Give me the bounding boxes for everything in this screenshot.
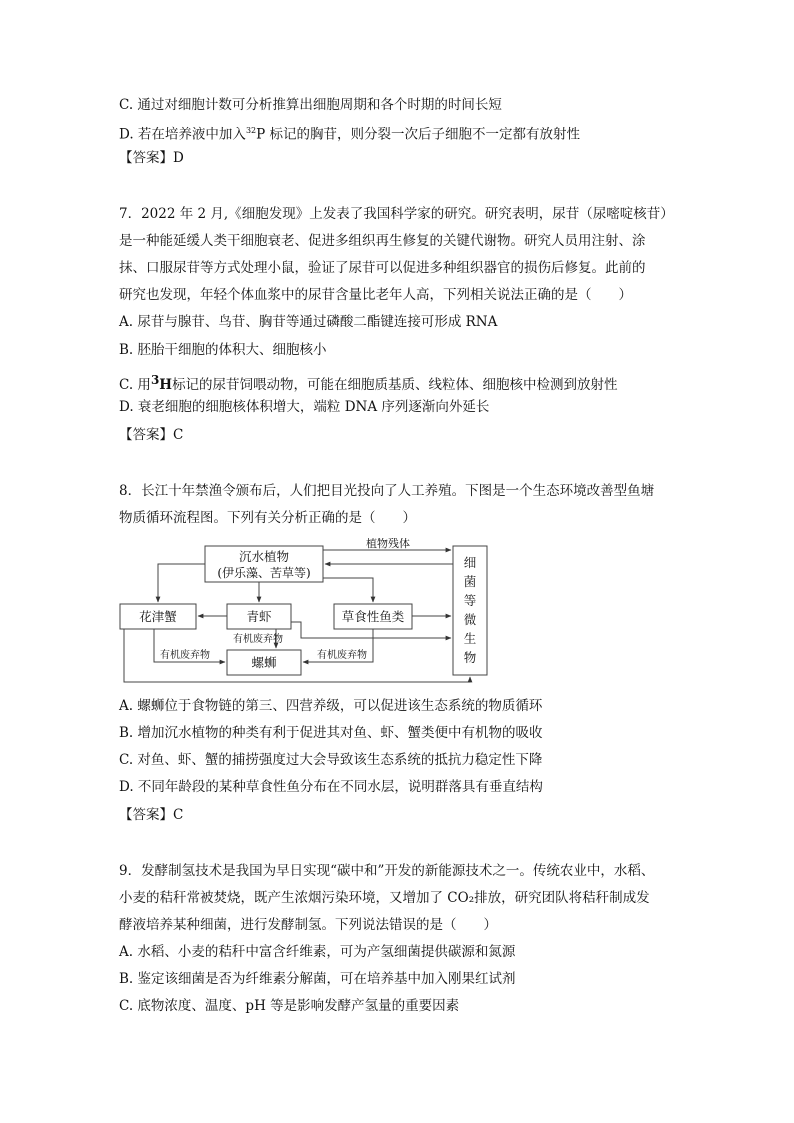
snail-label: 螺蛳 bbox=[251, 655, 277, 670]
q7-option-b: B. 胚胎干细胞的体积大、细胞核小 bbox=[119, 342, 327, 358]
q8-option-b: B. 增加沉水植物的种类有利于促进其对鱼、虾、蟹类便中有机物的吸收 bbox=[119, 725, 543, 741]
q8-option-a: A. 螺蛳位于食物链的第三、四营养级，可以促进该生态系统的物质循环 bbox=[119, 698, 543, 714]
bacteria-label-char: 生 bbox=[463, 631, 477, 646]
q7-option-d: D. 衰老细胞的细胞核体积增大，端粒 DNA 序列逐渐向外延长 bbox=[119, 399, 490, 415]
organic-waste-label-3: 有机废弃物 bbox=[317, 650, 367, 661]
plants-label: 沉水植物 bbox=[238, 549, 290, 564]
herbivore-fish-label: 草食性鱼类 bbox=[341, 609, 405, 624]
bacteria-label-char: 菌 bbox=[463, 574, 477, 589]
q7c-symbol: H bbox=[159, 377, 173, 393]
bacteria-label-char: 细 bbox=[463, 555, 477, 570]
organic-waste-label-2: 有机废弃物 bbox=[160, 650, 210, 661]
q7-option-c bbox=[119, 371, 618, 394]
q8-stem-1: 8．长江十年禁渔令颁布后，人们把目光投向了人工养殖。下图是一个生态环境改善型鱼塘 bbox=[119, 483, 655, 499]
bacteria-label-char: 等 bbox=[463, 593, 477, 608]
q7-answer: 【答案】C bbox=[119, 427, 184, 443]
q7c-text-pre: C. 用 bbox=[119, 377, 151, 393]
plants-species-label: (伊乐藻、苦草等) bbox=[217, 566, 311, 580]
q6d-superscript: 32 bbox=[245, 126, 257, 135]
arrow-shrimp-to-bacteria bbox=[291, 622, 451, 638]
q7c-superscript: 3 bbox=[150, 373, 160, 387]
q7-stem-2: 是一种能延缓人类干细胞衰老、促进多组织再生修复的关键代谢物。研究人员用注射、涂 bbox=[119, 233, 646, 249]
q8-stem-2: 物质循环流程图。下列有关分析正确的是（ ） bbox=[119, 510, 416, 526]
q8-answer: 【答案】C bbox=[119, 807, 184, 823]
q7-stem-3: 抹、口服尿苷等方式处理小鼠，验证了尿苷可以促进多种组织器官的损伤后修复。此前的 bbox=[119, 260, 646, 276]
crab-label: 花津蟹 bbox=[139, 609, 177, 624]
arrow-plants-to-fish bbox=[323, 578, 373, 602]
q7-stem-4: 研究也发现，年轻个体血浆中的尿苷含量比老年人高，下列相关说法正确的是（ ） bbox=[119, 287, 632, 303]
q9-stem-3: 酵液培养某种细菌，进行发酵制氢。下列说法错误的是（ ） bbox=[119, 917, 497, 933]
q6-option-d bbox=[119, 122, 580, 144]
q7c-text-post: 标记的尿苷饲喂动物，可能在细胞质基质、线粒体、细胞核中检测到放射性 bbox=[172, 377, 618, 393]
bacteria-label-char: 物 bbox=[463, 650, 477, 665]
bacteria-label-char: 微 bbox=[463, 612, 477, 627]
q9-option-b: B. 鉴定该细菌是否为纤维素分解菌，可在培养基中加入刚果红试剂 bbox=[119, 971, 516, 987]
q6d-text-post: P 标记的胸苷，则分裂一次后子细胞不一定都有放射性 bbox=[256, 126, 580, 143]
q6-answer: 【答案】D bbox=[119, 150, 184, 166]
q9-stem-1: 9．发酵制氢技术是我国为早日实现“碳中和”开发的新能源技术之一。传统农业中，水稻、 bbox=[119, 863, 655, 879]
q9-option-a: A. 水稻、小麦的秸秆中富含纤维素，可为产氢细菌提供碳源和氮源 bbox=[119, 944, 516, 960]
organic-waste-label-1: 有机废弃物 bbox=[233, 634, 283, 645]
q9-stem-2: 小麦的秸秆常被焚烧，既产生浓烟污染环境，又增加了 CO₂排放，研究团队将秸秆制成发 bbox=[119, 890, 650, 906]
q7-option-a: A. 尿苷与腺苷、鸟苷、胸苷等通过磷酸二酯键连接可形成 RNA bbox=[119, 314, 498, 330]
shrimp-label: 青虾 bbox=[246, 609, 272, 624]
q7-stem-1: 7．2022 年 2 月,《细胞发现》上发表了我国科学家的研究。研究表明，尿苷（尿嘧啶核苷） bbox=[119, 206, 674, 222]
q6-option-c: C. 通过对细胞计数可分析推算出细胞周期和各个时期的时间长短 bbox=[119, 97, 502, 113]
q8-option-c: C. 对鱼、虾、蟹的捕捞强度过大会导致该生态系统的抵抗力稳定性下降 bbox=[119, 752, 543, 768]
arrow-plants-to-crab bbox=[158, 564, 205, 602]
q6d-text-pre: D. 若在培养液中加入 bbox=[119, 126, 246, 143]
q9-option-c: C. 底物浓度、温度、pH 等是影响发酵产氢量的重要因素 bbox=[119, 998, 460, 1014]
plant-residue-label: 植物残体 bbox=[366, 538, 410, 550]
q8-option-d: D. 不同年龄段的某种草食性鱼分布在不同水层，说明群落具有垂直结构 bbox=[119, 779, 543, 795]
material-cycle-diagram bbox=[116, 538, 496, 684]
